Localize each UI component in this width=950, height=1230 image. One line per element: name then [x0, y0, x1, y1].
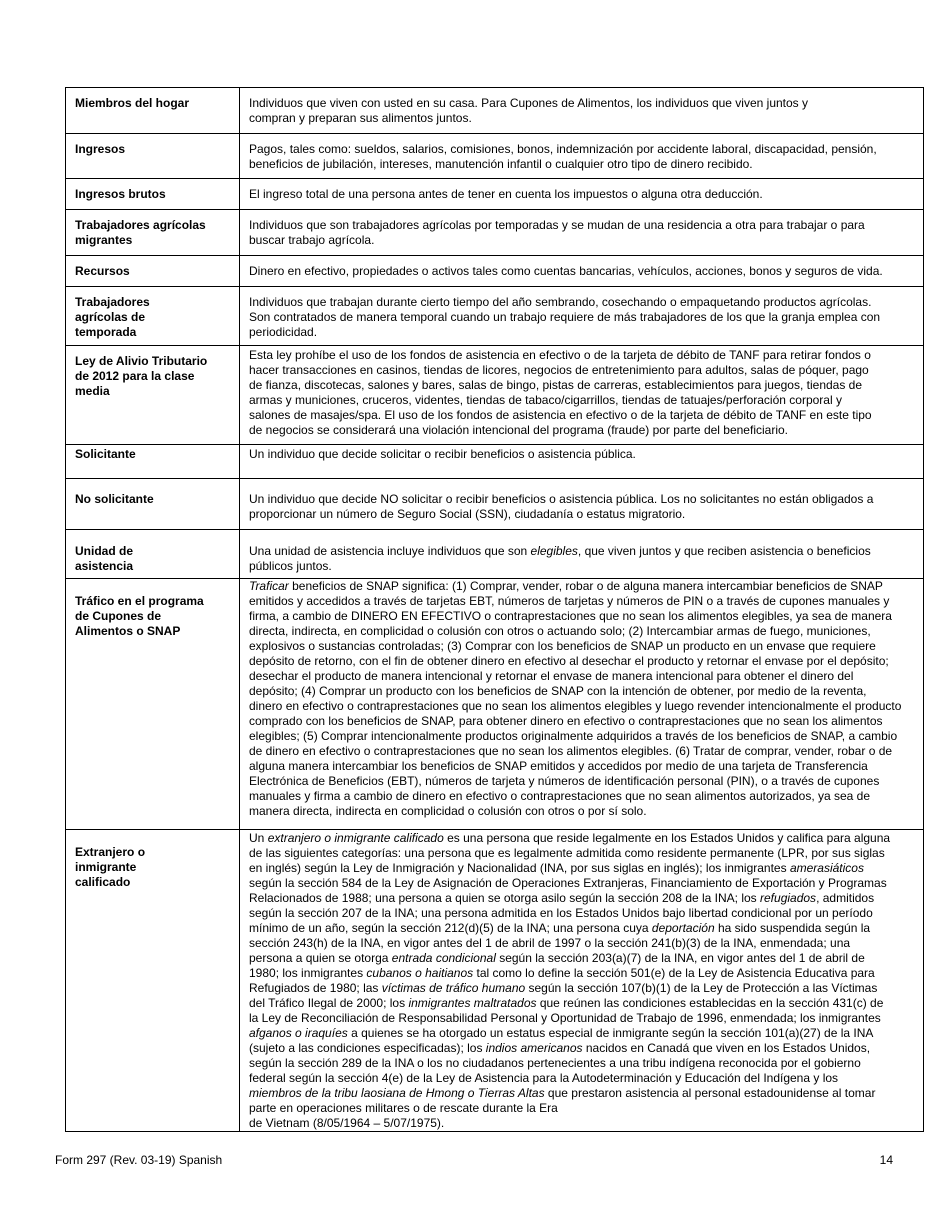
definition-text: Un: [249, 831, 268, 845]
term-text: inmigrante: [75, 860, 137, 874]
definition-text: del Tráfico Ilegal de 2000; los: [249, 996, 409, 1010]
definition-line: [249, 669, 923, 684]
definition-text: manera directa, indirecta en complicidad o colusión con otros o por sí solo.: [249, 804, 647, 818]
definition-line: [249, 142, 923, 157]
term-text: Recursos: [75, 264, 130, 278]
term-text: Alimentos o SNAP: [75, 624, 181, 638]
definition-text: Individuos que son trabajadores agrícolas por temporadas y se mudan de una residencia a otra para trabajar o para: [249, 218, 865, 232]
definition-line: [249, 654, 923, 669]
definition-line: [249, 96, 923, 111]
form-label: Form 297 (Rev. 03-19) Spanish: [55, 1153, 223, 1167]
term-cell: [66, 479, 240, 530]
definition-line: [249, 789, 923, 804]
definition-text: que prestaron asistencia al personal estadounidense al tomar: [544, 1086, 876, 1100]
definition-text: periodicidad.: [249, 325, 318, 339]
definition-line: [249, 906, 923, 921]
definition-text: El ingreso total de una persona antes de tener en cuenta los impuestos o alguna otra deducción.: [249, 187, 763, 201]
emphasized-term: cubanos o haitianos: [366, 966, 474, 980]
definition-line: [249, 1011, 923, 1026]
emphasized-term: amerasiáticos: [789, 861, 864, 875]
table-row: [66, 256, 924, 287]
definition-text: es una persona que reside legalmente en los Estados Unidos y califica para alguna: [443, 831, 891, 845]
table-row: [66, 479, 924, 530]
definition-line: [249, 846, 923, 861]
definition-cell: [240, 445, 924, 479]
definition-text: comprado con los beneficios de SNAP, para obtener dinero en efectivo o contraprestaciones que no sean los alimentos: [249, 714, 883, 728]
definition-line: [249, 579, 923, 594]
definition-line: [249, 936, 923, 951]
definition-text: según la sección 107(b)(1) de la Ley de Protección a las Víctimas: [525, 981, 878, 995]
definition-line: [249, 1026, 923, 1041]
definition-cell: [240, 830, 924, 1132]
definition-text: sección 243(h) de la INA, en vigor antes del 1 de abril de 1997 o la sección 241(b)(3) de la INA, enmendada; una: [249, 936, 851, 950]
definition-line: [249, 774, 923, 789]
definition-line: [249, 891, 923, 906]
definition-text: manuales y firma a cambio de dinero en efectivo o contraprestaciones que no sean alimentos autorizados, ya sea de: [249, 789, 871, 803]
definition-text: Pagos, tales como: sueldos, salarios, comisiones, bonos, indemnización por accidente laboral, discapacidad, pensión,: [249, 142, 877, 156]
emphasized-term: afganos o iraquíes: [249, 1026, 348, 1040]
definition-text: compran y preparan sus alimentos juntos.: [249, 111, 472, 125]
emphasized-term: inmigrantes maltratados: [408, 996, 537, 1010]
definition-cell: [240, 256, 924, 287]
definition-line: [249, 233, 923, 248]
table-row: [66, 579, 924, 830]
definition-text: persona a quien se otorga: [249, 951, 392, 965]
definition-line: [249, 1086, 923, 1101]
definition-text: ha sido suspendida según la: [714, 921, 871, 935]
term-text: Extranjero o: [75, 845, 146, 859]
term-text: temporada: [75, 325, 137, 339]
page-number: 14: [879, 1153, 893, 1167]
term-text: No solicitante: [75, 492, 154, 506]
term-cell: [66, 210, 240, 256]
definition-text: proporcionar un número de Seguro Social (SSN), ciudadanía o estatus migratorio.: [249, 507, 686, 521]
definition-cell: [240, 530, 924, 579]
term-cell: [66, 830, 240, 1132]
definition-cell: [240, 88, 924, 134]
definition-text: a quienes se ha otorgado un estatus especial de inmigrante según la sección 101(a)(27) de la INA: [347, 1026, 874, 1040]
table-row: [66, 530, 924, 579]
definition-text: directa, indirecta, en complicidad o colusión con otros o actuando solo; (2) Intercambiar armas de fuego, municiones,: [249, 624, 871, 638]
definition-text: buscar trabajo agrícola.: [249, 233, 375, 247]
definition-text: de dinero en efectivo o contraprestaciones que no sean los alimentos elegibles. (6) Tratar de comprar, vender, robar o de: [249, 744, 893, 758]
definition-text: públicos juntos.: [249, 559, 332, 573]
definition-text: depósito de retorno, con el fin de obtener dinero en efectivo al desechar el producto y retornar el envase por el depósito;: [249, 654, 889, 668]
definition-line: [249, 447, 923, 462]
emphasized-term: miembros de la tribu laosiana de Hmong o Tierras Altas: [249, 1086, 545, 1100]
definition-line: [249, 157, 923, 172]
table-row: [66, 830, 924, 1132]
table-row: [66, 179, 924, 210]
definition-text: nacidos en Canadá que viven en los Estados Unidos,: [582, 1041, 871, 1055]
definition-text: (sujeto a las condiciones especificadas); los: [249, 1041, 486, 1055]
emphasized-term: indios americanos: [485, 1041, 583, 1055]
definition-cell: [240, 579, 924, 830]
definition-text: emitidos y accedidos a través de tarjetas EBT, números de tarjetas y números de PIN o a través de cupones manuales y: [249, 594, 890, 608]
term-text: agrícolas de: [75, 310, 146, 324]
term-text: de Cupones de: [75, 609, 162, 623]
definition-text: Una unidad de asistencia incluye individuos que son: [249, 544, 531, 558]
definition-text: federal según la sección 4(e) de la Ley de Asistencia para la Autodeterminación y Educación del Indígena y los: [249, 1071, 839, 1085]
definition-line: [249, 594, 923, 609]
definition-text: Electrónica de Beneficios (EBT), números de tarjeta y números de identificación personal (PIN), o a través de cupones: [249, 774, 880, 788]
definition-text: tal como lo define la sección 501(e) de la Ley de Asistencia Educativa para: [473, 966, 875, 980]
definition-text: salones de masajes/spa. El uso de los fondos de asistencia en efectivo o de la tarjeta de débito de TANF en este tipo: [249, 408, 872, 422]
definition-cell: [240, 346, 924, 445]
definition-text: parte en operaciones militares o de rescate durante la Era: [249, 1101, 558, 1115]
definition-text: de Vietnam (8/05/1964 – 5/07/1975).: [249, 1116, 445, 1130]
table-row: [66, 287, 924, 346]
term-cell: [66, 346, 240, 445]
term-cell: [66, 445, 240, 479]
definition-cell: [240, 134, 924, 179]
definition-text: mínimo de un año, según la sección 212(d)(5) de la INA; una persona cuya: [249, 921, 652, 935]
definition-line: [249, 996, 923, 1011]
definition-line: [249, 408, 923, 423]
definition-text: hacer transacciones en casinos, tiendas de licores, negocios de entretenimiento para adultos, salas de póquer, pago: [249, 363, 869, 377]
term-text: Solicitante: [75, 447, 136, 461]
definition-line: [249, 1116, 923, 1131]
term-cell: [66, 88, 240, 134]
emphasized-term: víctimas de tráfico humano: [381, 981, 526, 995]
term-cell: [66, 179, 240, 210]
table-row: [66, 210, 924, 256]
definition-line: [249, 981, 923, 996]
definition-text: armas y municiones, cruceros, videntes, tiendas de tabaco/cigarrillos, tiendas de tatuajes/perforación corporal y: [249, 393, 842, 407]
definition-text: 1980; los inmigrantes: [249, 966, 367, 980]
definition-line: [249, 393, 923, 408]
definition-text: que reúnen las condiciones establecidas en la sección 431(c) de: [536, 996, 884, 1010]
definition-line: [249, 423, 923, 438]
term-cell: [66, 256, 240, 287]
table-row: [66, 445, 924, 479]
definition-line: [249, 729, 923, 744]
definition-text: Son contratados de manera temporal cuando un trabajo requiere de más trabajadores de los que la granja emplea con: [249, 310, 881, 324]
term-text: migrantes: [75, 233, 133, 247]
definition-line: [249, 111, 923, 126]
table-row: [66, 88, 924, 134]
definition-text: Refugiados de 1980; las: [249, 981, 382, 995]
definition-line: [249, 1041, 923, 1056]
definition-line: [249, 831, 923, 846]
term-text: de 2012 para la clase: [75, 369, 195, 383]
term-text: Ingresos: [75, 142, 126, 156]
definition-line: [249, 218, 923, 233]
term-text: Trabajadores: [75, 295, 150, 309]
definition-line: [249, 507, 923, 522]
term-cell: [66, 579, 240, 830]
definition-text: en inglés) según la Ley de Inmigración y Nacionalidad (INA, por sus siglas en inglés); los inmigrantes: [249, 861, 790, 875]
definition-text: alguna manera intercambiar los beneficios de SNAP emitidos y accedidos por medio de una tarjeta de Transferencia: [249, 759, 868, 773]
term-text: Unidad de: [75, 544, 134, 558]
definition-text: la Ley de Reconciliación de Responsabilidad Personal y Oportunidad de Trabajo de 1996, enmendada; los inmigrantes: [249, 1011, 881, 1025]
term-text: Trabajadores agrícolas: [75, 218, 206, 232]
definition-text: Relacionados de 1988; una persona a quien se otorga asilo según la sección 208 de la INA; los: [249, 891, 761, 905]
definition-line: [249, 624, 923, 639]
definition-line: [249, 264, 923, 279]
emphasized-term: refugiados: [760, 891, 817, 905]
glossary-table: [65, 87, 924, 1132]
definition-line: [249, 295, 923, 310]
definition-text: según la sección 207 de la INA; una persona admitida en los Estados Unidos bajo libertad condicional por un período: [249, 906, 873, 920]
definition-text: Dinero en efectivo, propiedades o activos tales como cuentas bancarias, vehículos, acciones, bonos y seguros de vida.: [249, 264, 883, 278]
definition-text: Esta ley prohíbe el uso de los fondos de asistencia en efectivo o de la tarjeta de débito de TANF para retirar fondos o: [249, 348, 871, 362]
table-row: [66, 346, 924, 445]
definition-text: según la sección 584 de la Ley de Asignación de Operaciones Extranjeras, Financiamiento de Exportación y Programas: [249, 876, 887, 890]
table-row: [66, 134, 924, 179]
definition-line: [249, 861, 923, 876]
definition-text: Individuos que viven con usted en su casa. Para Cupones de Alimentos, los individuos que viven juntos y: [249, 96, 809, 110]
definition-text: de fianza, discotecas, salones y bares, salas de bingo, pistas de carreras, establecimientos para juegos, tiendas de: [249, 378, 863, 392]
definition-text: de las siguientes categorías: una persona que es legalmente admitida como residente permanente (LPR, por sus siglas: [249, 846, 885, 860]
definition-line: [249, 699, 923, 714]
emphasized-term: elegibles: [530, 544, 578, 558]
definition-cell: [240, 210, 924, 256]
definition-text: beneficios de SNAP significa: (1) Comprar, vender, robar o de alguna manera intercambiar beneficios de SNAP: [288, 579, 883, 593]
emphasized-term: entrada condicional: [391, 951, 496, 965]
definition-text: desechar el producto de manera intencional y retornar el envase de manera intencional para obtener el dinero del: [249, 669, 854, 683]
emphasized-term: extranjero o inmigrante calificado: [267, 831, 444, 845]
definition-line: [249, 1101, 923, 1116]
definition-line: [249, 187, 923, 202]
definition-text: depósito; (4) Comprar un producto con los beneficios de SNAP con la intención de obtener, por medio de la reventa,: [249, 684, 867, 698]
emphasized-term: deportación: [651, 921, 715, 935]
definition-line: [249, 544, 923, 559]
definition-line: [249, 492, 923, 507]
definition-text: según la sección 289 de la INA o los no ciudadanos pertenecientes a una tribu indígena reconocida por el gobierno: [249, 1056, 861, 1070]
definition-line: [249, 966, 923, 981]
definition-line: [249, 876, 923, 891]
definition-line: [249, 921, 923, 936]
definition-line: [249, 951, 923, 966]
term-text: Tráfico en el programa: [75, 594, 204, 608]
definition-text: Un individuo que decide NO solicitar o recibir beneficios o asistencia pública. Los no solicitantes no están obligados a: [249, 492, 874, 506]
term-text: asistencia: [75, 559, 134, 573]
definition-line: [249, 1056, 923, 1071]
definition-text: dinero en efectivo o contraprestaciones que no sean los alimentos elegibles y luego revender intencionalmente el producto: [249, 699, 902, 713]
definition-text: firma, a cambio de DINERO EN EFECTIVO o contraprestaciones que no sean los alimentos elegibles, ya sea de manera: [249, 609, 892, 623]
term-text: media: [75, 384, 110, 398]
definition-cell: [240, 287, 924, 346]
term-text: Ingresos brutos: [75, 187, 166, 201]
definition-line: [249, 325, 923, 340]
definition-line: [249, 714, 923, 729]
definition-line: [249, 348, 923, 363]
definition-line: [249, 609, 923, 624]
definition-line: [249, 744, 923, 759]
definition-line: [249, 1071, 923, 1086]
definition-line: [249, 759, 923, 774]
definition-text: Individuos que trabajan durante cierto tiempo del año sembrando, cosechando o empaquetando productos agrícolas.: [249, 295, 872, 309]
definition-text: de negocios se considerará una violación intencional del programa (fraude) por parte del beneficiario.: [249, 423, 788, 437]
definition-line: [249, 363, 923, 378]
definition-line: [249, 310, 923, 325]
definition-line: [249, 378, 923, 393]
definition-line: [249, 559, 923, 574]
term-cell: [66, 134, 240, 179]
definition-text: Un individuo que decide solicitar o recibir beneficios o asistencia pública.: [249, 447, 636, 461]
definition-line: [249, 804, 923, 819]
definition-text: explosivos o sustancias controladas; (3) Comprar con los beneficios de SNAP un producto en un envase que requiere: [249, 639, 876, 653]
definition-line: [249, 639, 923, 654]
definition-cell: [240, 479, 924, 530]
term-text: calificado: [75, 875, 131, 889]
term-text: Miembros del hogar: [75, 96, 190, 110]
definition-cell: [240, 179, 924, 210]
emphasized-term: Traficar: [249, 579, 289, 593]
term-cell: [66, 287, 240, 346]
definition-line: [249, 684, 923, 699]
definition-text: según la sección 203(a)(7) de la INA, en vigor antes del 1 de abril de: [495, 951, 865, 965]
term-cell: [66, 530, 240, 579]
definition-text: , que viven juntos y que reciben asistencia o beneficios: [577, 544, 871, 558]
definition-text: beneficios de jubilación, intereses, manutención infantil o cualquier otro tipo de dinero recibido.: [249, 157, 753, 171]
definition-text: elegibles; (5) Comprar intencionalmente productos originalmente adquiridos a través de los beneficios de SNAP, a cambio: [249, 729, 898, 743]
definition-text: , admitidos: [816, 891, 875, 905]
term-text: Ley de Alivio Tributario: [75, 354, 208, 368]
